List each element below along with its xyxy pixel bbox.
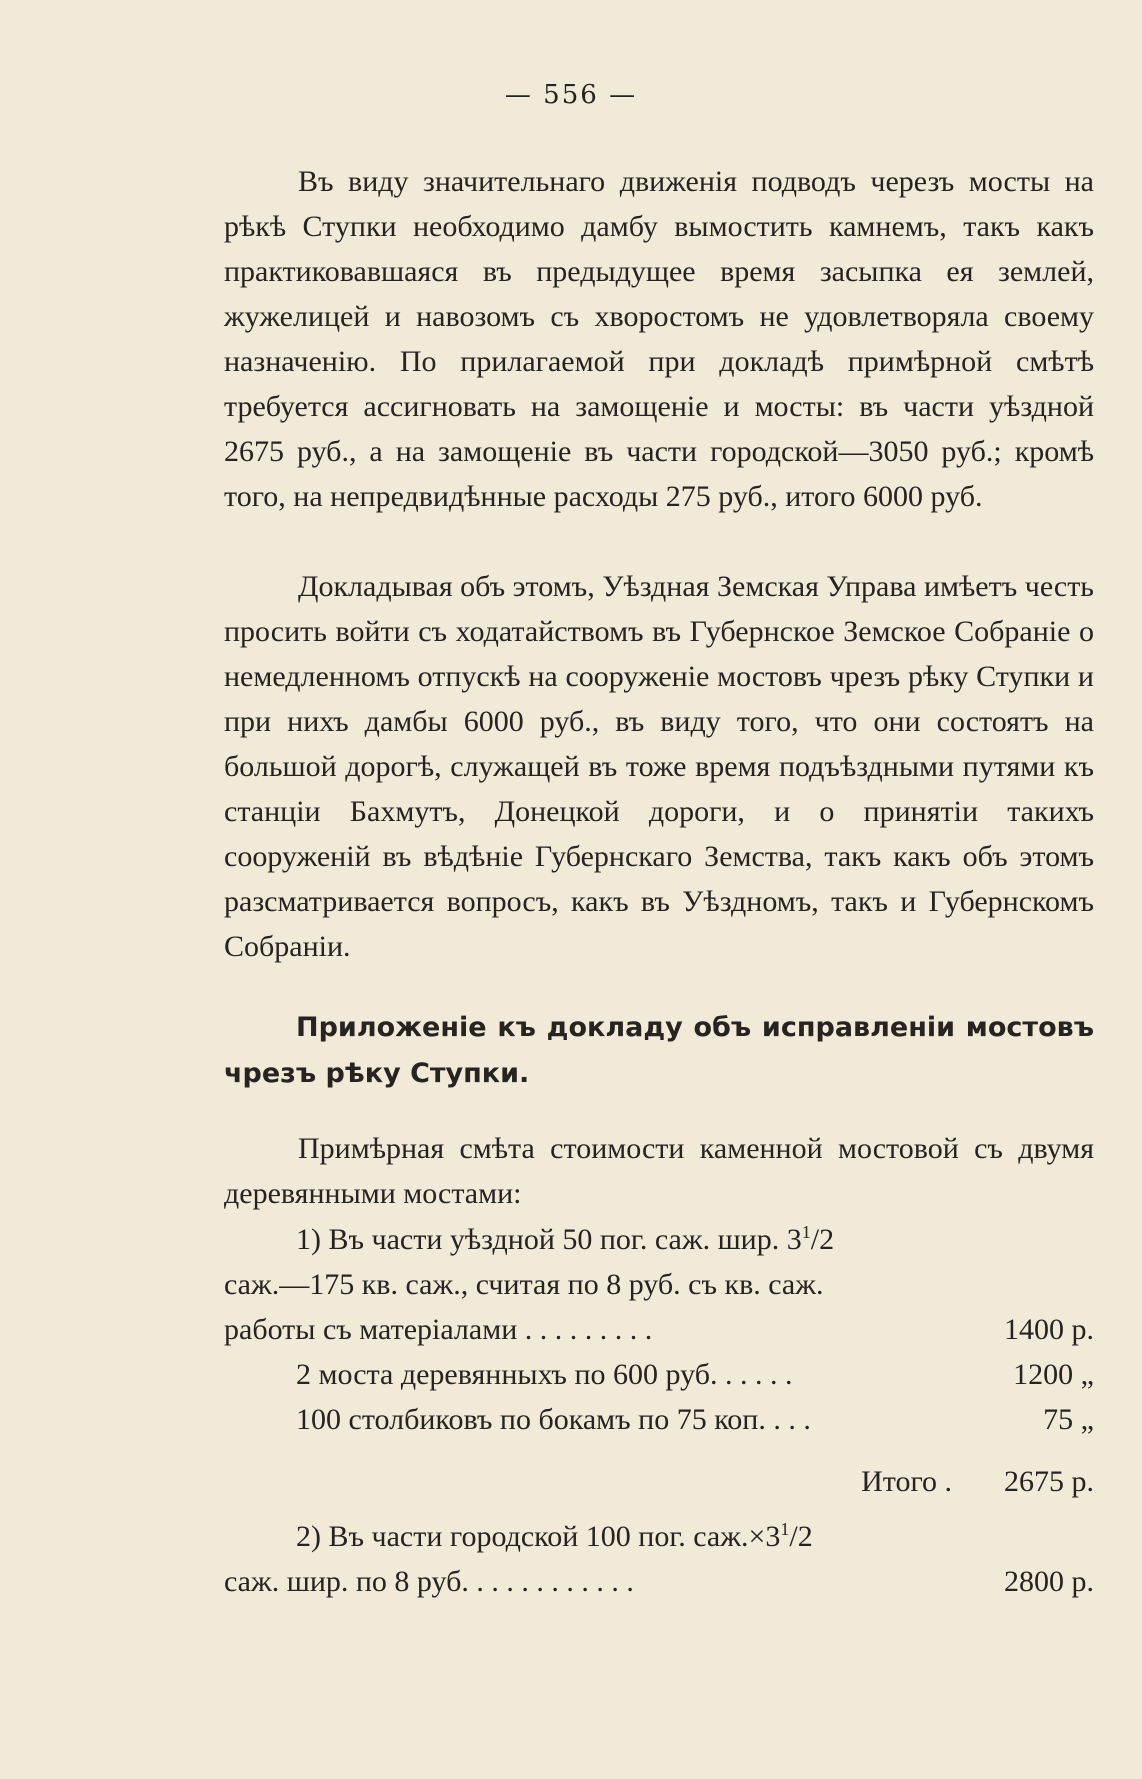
estimate-part1-line1-text: 1) Въ части уѣздной 50 пог. саж. шир. 3 xyxy=(296,1223,802,1256)
total-label: Итого . xyxy=(861,1465,952,1498)
estimate-intro xyxy=(224,1126,1094,1216)
estimate-total-row xyxy=(224,1459,1094,1504)
appendix-heading: Приложеніе къ докладу объ исправленіи мостовъ чрезъ рѣку Ступки. xyxy=(224,1012,1094,1089)
row-label: 2 моста деревянныхъ по 600 руб. . . . . . xyxy=(296,1358,793,1391)
fraction-denominator: /2 xyxy=(789,1520,813,1553)
estimate-part1-line2: саж.—175 кв. саж., считая по 8 руб. съ кв. саж. xyxy=(224,1268,824,1301)
estimate-row-city-part xyxy=(224,1559,1094,1604)
body-paragraph-2 xyxy=(224,564,1094,969)
total-amount: 2675 р. xyxy=(1004,1465,1094,1498)
fraction-denominator: /2 xyxy=(810,1223,835,1256)
body-paragraph-1 xyxy=(224,159,1094,519)
row-amount: 1400 р. xyxy=(1004,1313,1094,1346)
row-amount: 1200 „ xyxy=(1013,1358,1094,1391)
row-label: 100 столбиковъ по бокамъ по 75 коп. . . . xyxy=(296,1403,811,1436)
fraction-numerator: 1 xyxy=(780,1519,790,1539)
estimate-row-materials xyxy=(224,1307,1094,1352)
paragraph-text: Докладывая объ этомъ, Уѣздная Земская Управа имѣетъ честь просить войти съ ходатайствомъ въ Губернское Земское Собраніе о немедленномъ отпускѣ на сооруженіе мостовъ чрезъ рѣку Ступки и при нихъ дамбы 6000 руб., въ виду того, что они состоятъ на большой дорогѣ, служащей въ тоже время подъѣздными путями къ станціи Бахмутъ, Донецкой дороги, и о принятіи такихъ сооруженій въ вѣдѣніе Губернскаго Земства, такъ какъ объ этомъ разсматривается вопросъ, какъ въ Уѣздномъ, такъ и Губернскомъ Собраніи. xyxy=(224,570,1094,963)
estimate-intro-text: Примѣрная смѣта стоимости каменной мостовой съ двумя деревянными мостами: xyxy=(224,1132,1094,1210)
row-label: саж. шир. по 8 руб. . . . . . . . . . . . xyxy=(224,1565,634,1598)
estimate-row-posts xyxy=(224,1397,1094,1442)
estimate-part2-line1-text: 2) Въ части городской 100 пог. саж.×3 xyxy=(296,1520,781,1553)
page-number: — 556 — xyxy=(504,80,638,110)
paragraph-text: Въ виду значительнаго движенія подводъ черезъ мосты на рѣкѣ Ступки необходимо дамбу вымостить камнемъ, такъ какъ практиковавшаяся въ предыдущее время засыпка ея землей, жужелицей и навозомъ съ хворостомъ не удовлетворяла своему назначенію. По прилагаемой при докладѣ примѣрной смѣтѣ требуется ассигновать на замощеніе и мосты: въ части уѣздной 2675 руб., а на замощеніе въ части городской—3050 руб.; кромѣ того, на непредвидѣнные расходы 275 руб., итого 6000 руб. xyxy=(224,165,1094,513)
estimate-part2-line1 xyxy=(224,1514,1094,1559)
row-amount: 2800 р. xyxy=(1004,1565,1094,1598)
row-label: работы съ матеріалами . . . . . . . . . xyxy=(224,1313,653,1346)
row-amount: 75 „ xyxy=(1043,1403,1094,1436)
estimate-row-bridges xyxy=(224,1352,1094,1397)
estimate-part1-line1 xyxy=(224,1217,1094,1262)
fraction-numerator: 1 xyxy=(801,1222,811,1242)
